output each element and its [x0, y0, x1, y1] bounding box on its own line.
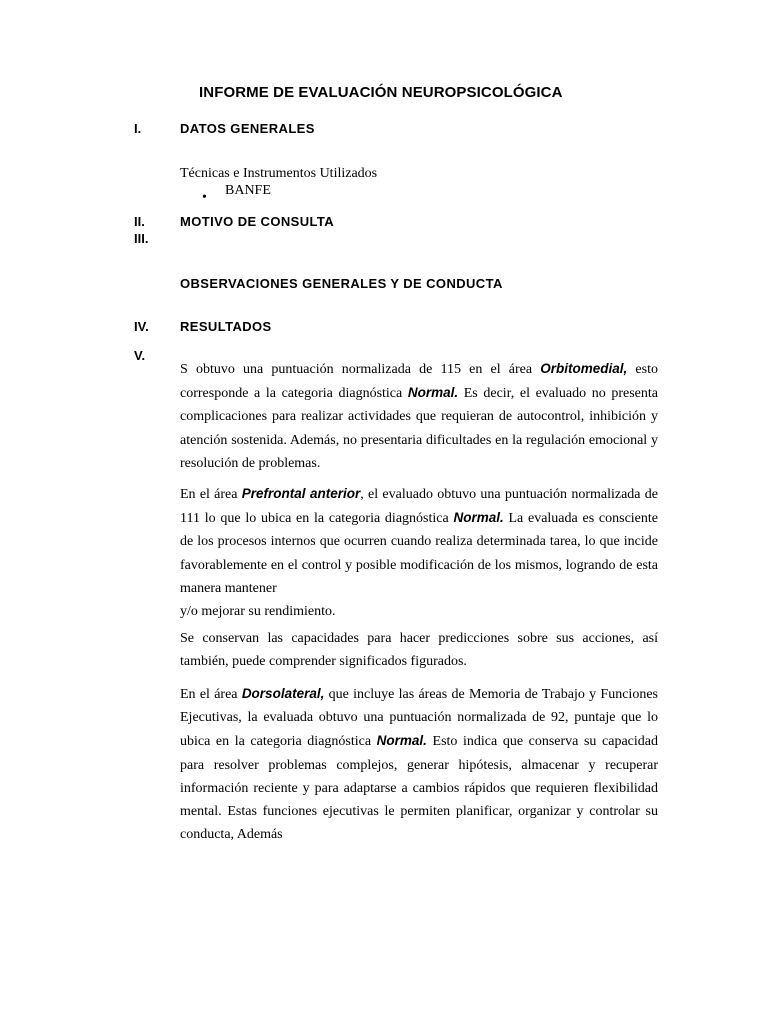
- section-number-iv: IV.: [134, 319, 149, 334]
- category-normal: Normal.: [407, 385, 459, 401]
- paragraph-prefrontal-anterior: [180, 482, 658, 623]
- text-span: La evaluada es consciente de los procesos internos que ocurren cuando realiza determinada tarea, lo que incide favorablemente en el control y posible modificación de los mismos, logrando de esta manera mantener: [180, 511, 658, 596]
- section-number-v: V.: [134, 348, 146, 363]
- text-span: , el evaluado obtuvo una puntuación normalizada de 111 lo que lo ubica en la categoria diagnóstica: [180, 487, 658, 527]
- section-number-iii: III.: [134, 231, 149, 246]
- text-span: En el área: [180, 487, 242, 502]
- section-heading-observaciones: OBSERVACIONES GENERALES Y DE CONDUCTA: [180, 276, 503, 291]
- area-name-prefrontal-anterior: Prefrontal anterior: [241, 486, 361, 501]
- paragraph-predicciones: Se conservan las capacidades para hacer predicciones sobre sus acciones, así también, puede comprender significados figurados.: [180, 631, 658, 670]
- section-number-i: I.: [134, 121, 142, 136]
- text-span: y/o mejorar su rendimiento.: [180, 604, 336, 620]
- paragraph-dorsolateral: [180, 682, 658, 846]
- document-title: INFORME DE EVALUACIÓN NEUROPSICOLÓGICA: [199, 84, 563, 101]
- area-name-orbitomedial: Orbitomedial,: [540, 361, 628, 376]
- instruments-label: Técnicas e Instrumentos Utilizados: [180, 166, 378, 181]
- text-span: esto corresponde a la categoria diagnóstica: [180, 362, 658, 402]
- text-span: Esto indica que conserva su capacidad para resolver problemas complejos, generar hipótesis, almacenar y recuperar información reciente y para adaptarse a cambios rápidos que requieren flexibilidad mental. Estas funciones ejecutivas le permiten planificar, organizar y controlar su conducta, Además: [180, 734, 658, 843]
- bullet-icon: •: [202, 190, 207, 205]
- section-heading-motivo-consulta: MOTIVO DE CONSULTA: [180, 214, 335, 229]
- category-normal: Normal.: [453, 510, 504, 526]
- text-span: S obtuvo una puntuación normalizada de 115 en el área: [180, 362, 541, 377]
- instrument-item-banfe: BANFE: [225, 183, 271, 198]
- area-name-dorsolateral: Dorsolateral,: [241, 686, 325, 701]
- text-span: En el área: [180, 687, 242, 702]
- text-span: Es decir, el evaluado no presenta complicaciones para realizar actividades que requieran de autocontrol, inhibición y atención sostenida. Además, no presentaria dificultades en la regulación emocional y resolución de problemas.: [180, 386, 658, 471]
- paragraph-orbitomedial: [180, 357, 658, 475]
- section-number-ii: II.: [134, 214, 145, 229]
- category-normal: Normal.: [376, 733, 427, 749]
- section-heading-resultados: RESULTADOS: [180, 319, 272, 334]
- section-heading-datos-generales: DATOS GENERALES: [180, 121, 315, 136]
- text-span: que incluye las áreas de Memoria de Trabajo y Funciones Ejecutivas, la evaluada obtuvo una puntuación normalizada de 92, puntaje que lo ubica en la categoria diagnóstica: [180, 687, 658, 750]
